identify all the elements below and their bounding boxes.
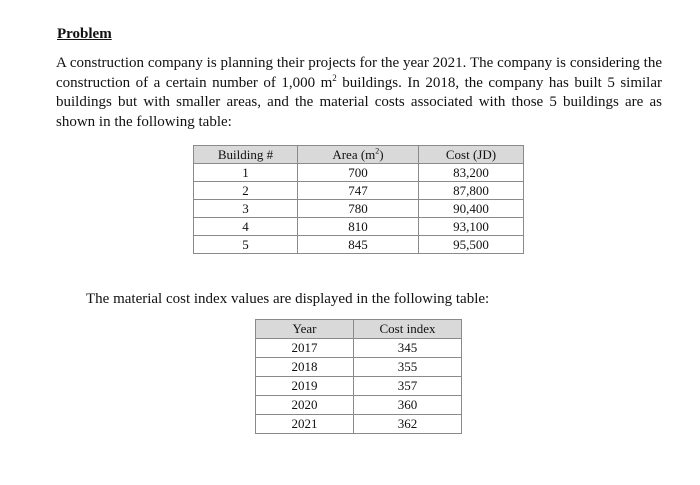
table-row xyxy=(194,236,524,254)
paragraph-text-part2: buildings. In 2018, the company has built 5 similar buildings but with smaller areas, and the material costs associated with those 5 buildings are as shown in the following table: xyxy=(56,74,662,130)
building-number-cell: 2 xyxy=(194,182,298,200)
cost-cell: 95,500 xyxy=(419,236,524,254)
cost-cell: 93,100 xyxy=(419,218,524,236)
area-cell: 810 xyxy=(298,218,419,236)
cost-cell: 90,400 xyxy=(419,200,524,218)
year-cell: 2019 xyxy=(256,377,354,396)
cost-cell: 83,200 xyxy=(419,164,524,182)
cost-index-cell: 345 xyxy=(354,339,462,358)
cost-index-intro: The material cost index values are displayed in the following table: xyxy=(86,291,490,307)
area-cell: 700 xyxy=(298,164,419,182)
table-row xyxy=(256,415,462,434)
cost-index-cell: 357 xyxy=(354,377,462,396)
area-cell: 747 xyxy=(298,182,419,200)
table-row xyxy=(256,339,462,358)
paragraph-text-part1: A construction company is planning their projects for the year 2021. The company is considering the construction of a certain number of 1,000 m xyxy=(56,55,662,91)
year-cell: 2017 xyxy=(256,339,354,358)
table-row xyxy=(256,396,462,415)
building-number-cell: 4 xyxy=(194,218,298,236)
table-row xyxy=(194,200,524,218)
cost-index-table xyxy=(255,319,462,434)
header-area xyxy=(298,146,419,164)
cost-index-cell: 355 xyxy=(354,358,462,377)
area-cell: 780 xyxy=(298,200,419,218)
header-area-close: ) xyxy=(379,147,384,162)
header-cost: Cost (JD) xyxy=(419,146,524,164)
year-cell: 2020 xyxy=(256,396,354,415)
header-area-text: Area (m xyxy=(332,147,376,162)
building-number-cell: 1 xyxy=(194,164,298,182)
paragraph-superscript: 2 xyxy=(332,72,337,83)
building-number-cell: 5 xyxy=(194,236,298,254)
table-header-row xyxy=(256,320,462,339)
building-number-cell: 3 xyxy=(194,200,298,218)
header-area-superscript: 2 xyxy=(375,146,380,156)
table-row xyxy=(256,377,462,396)
table-row xyxy=(256,358,462,377)
year-cell: 2021 xyxy=(256,415,354,434)
header-cost-index: Cost index xyxy=(354,320,462,339)
buildings-cost-table xyxy=(193,145,524,254)
table-row xyxy=(194,218,524,236)
header-building: Building # xyxy=(194,146,298,164)
area-cell: 845 xyxy=(298,236,419,254)
table-row xyxy=(194,182,524,200)
cost-index-cell: 362 xyxy=(354,415,462,434)
problem-paragraph xyxy=(56,54,662,132)
year-cell: 2018 xyxy=(256,358,354,377)
problem-heading: Problem xyxy=(57,26,112,42)
cost-cell: 87,800 xyxy=(419,182,524,200)
table-header-row xyxy=(194,146,524,164)
header-year: Year xyxy=(256,320,354,339)
cost-index-cell: 360 xyxy=(354,396,462,415)
table-row xyxy=(194,164,524,182)
